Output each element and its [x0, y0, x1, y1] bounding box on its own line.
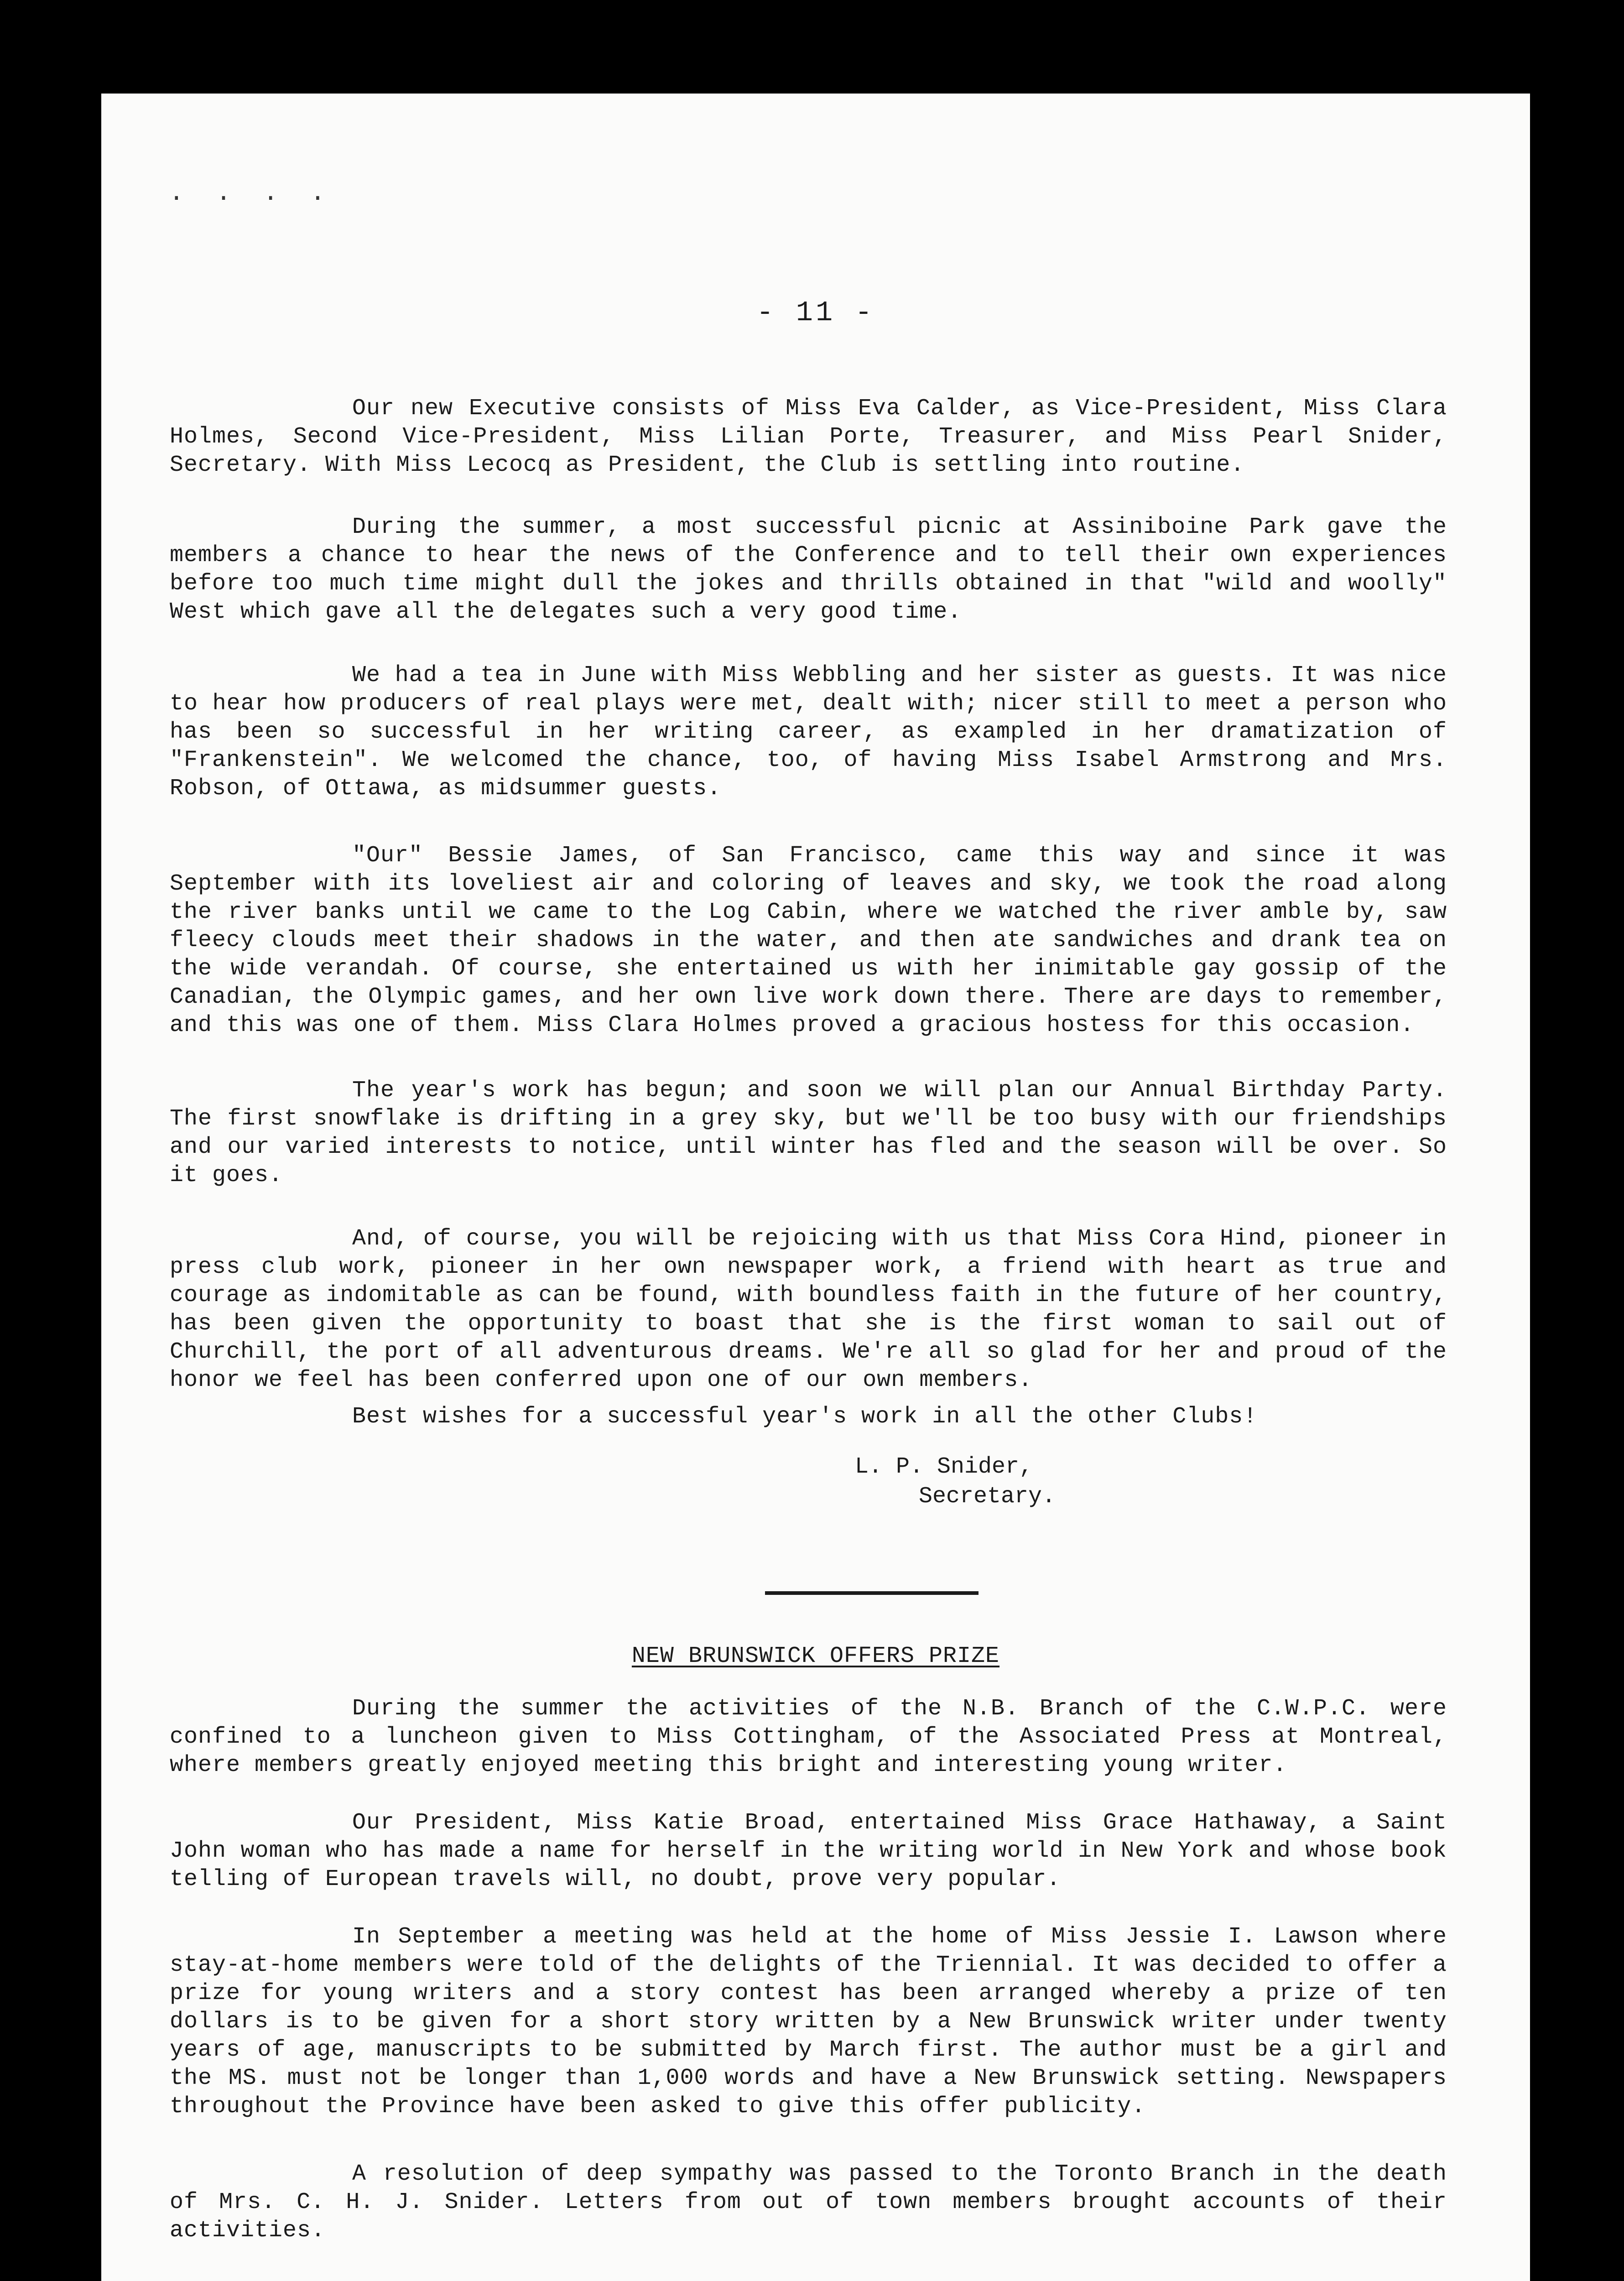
paragraph-nb-president: Our President, Miss Katie Broad, entertained Miss Grace Hathaway, a Saint John woman who has made a name for herself in the writing world in New York and whose book telling of European travels will, no doubt, prove very popular. — [170, 1810, 1447, 1892]
paragraph-nb-sympathy: A resolution of deep sympathy was passed to the Toronto Branch in the death of Mrs. C. H. J. Snider. Letters from out of town members brought accounts of their activities. — [170, 2161, 1447, 2244]
paragraph-tea: We had a tea in June with Miss Webbling and her sister as guests. It was nice to hear how producers of real plays were met, dealt with; nicer still to meet a person who has been so successful in her writing career, as exampled in her dramatization of "Frankenstein". We welcomed the chance, too, of having Miss Isabel Armstrong and Mrs. Robson, of Ottawa, as midsummer guests. — [170, 662, 1447, 802]
paragraph-nb-summer: During the summer the activities of the N.B. Branch of the C.W.P.C. were confined to a luncheon given to Miss Cottingham, of the Associated Press at Montreal, where members greatly enjoyed meeting this bright and interesting young writer. — [170, 1696, 1447, 1778]
document-page — [101, 94, 1530, 2281]
signature-title: Secretary. — [919, 1484, 1056, 1510]
paragraph-best-wishes: Best wishes for a successful year's work in all the other Clubs! — [352, 1404, 1258, 1430]
paragraph-years-work: The year's work has begun; and soon we will plan our Annual Birthday Party. The first snowflake is drifting in a grey sky, but we'll be too busy with our friendships and our varied interests to notice, until winter has fled and the season will be over. So it goes. — [170, 1078, 1447, 1188]
paragraph-cora-hind: And, of course, you will be rejoicing with us that Miss Cora Hind, pioneer in press club work, pioneer in her own newspaper work, a friend with heart as true and courage as indomitable as can be found, with boundless faith in the future of her country, has been given the opportunity to boast that she is the first woman to sail out of Churchill, the port of all adventurous dreams. We're all so glad for her and proud of the honor we feel has been conferred upon one of our own members. — [170, 1226, 1447, 1393]
paragraph-executive: Our new Executive consists of Miss Eva Calder, as Vice-President, Miss Clara Holmes, Second Vice-President, Miss Lilian Porte, Treasurer, and Miss Pearl Snider, Secretary. With Miss Lecocq as President, the Club is settling into routine. — [170, 396, 1447, 478]
section-divider — [765, 1591, 979, 1595]
corner-marks: . . . . — [169, 178, 334, 208]
paragraph-nb-prize: In September a meeting was held at the home of Miss Jessie I. Lawson where stay-at-home members were told of the delights of the Triennial. It was decided to offer a prize for young writers and a story contest has been arranged whereby a prize of ten dollars is to be given for a short story written by a New Brunswick writer under twenty years of age, manuscripts to be submitted by March first. The author must be a girl and the MS. must not be longer than 1,000 words and have a New Brunswick setting. Newspapers throughout the Province have been asked to give this offer publicity. — [170, 1924, 1447, 2120]
paragraph-picnic: During the summer, a most successful picnic at Assiniboine Park gave the members a chance to hear the news of the Conference and to tell their own experiences before too much time might dull the jokes and thrills obtained in that "wild and woolly" West which gave all the delegates such a very good time. — [170, 514, 1447, 625]
section-heading: NEW BRUNSWICK OFFERS PRIZE — [631, 1643, 1000, 1669]
paragraph-bessie-james: "Our" Bessie James, of San Francisco, came this way and since it was September with its loveliest air and coloring of leaves and sky, we took the road along the river banks until we came to the Log Cabin, where we watched the river amble by, saw fleecy clouds meet their shadows in the water, and then ate sandwiches and drank tea on the wide verandah. Of course, she entertained us with her inimitable gay gossip of the Canadian, the Olympic games, and her own live work down there. There are days to remember, and this was one of them. Miss Clara Holmes proved a gracious hostess for this occasion. — [170, 843, 1447, 1038]
signature-name: L. P. Snider, — [855, 1454, 1033, 1480]
page-number: - 11 - — [756, 297, 875, 329]
